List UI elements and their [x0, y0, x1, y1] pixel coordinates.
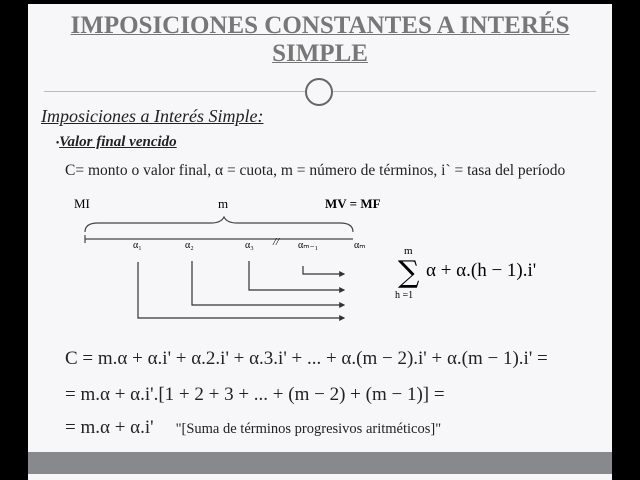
sum-symbol: ∑	[398, 255, 420, 290]
section-subtitle: Imposiciones a Interés Simple:	[41, 106, 264, 126]
sum-expression: α + α.(h − 1).i'	[426, 260, 537, 281]
arrow-alpha-2	[192, 261, 344, 305]
equation-result: = m.α + α.i'	[65, 417, 154, 438]
arrow-alpha-m-minus-1	[303, 266, 344, 274]
point-alpha-1: α₁	[133, 240, 142, 251]
equation-note: "[Suma de términos progresivos aritméticos]"	[175, 421, 442, 437]
bullet-text: Valor final vencido	[59, 134, 177, 150]
break-mark: //	[273, 236, 280, 248]
label-mi: MI	[74, 196, 90, 211]
span-brace	[85, 217, 353, 232]
timeline-diagram	[28, 4, 612, 344]
arrow-alpha-3	[249, 261, 344, 290]
equation-line-3	[65, 417, 441, 439]
sum-upper-limit: m	[404, 245, 413, 257]
title-line-1: IMPOSICIONES CONSTANTES A INTERÉS	[70, 12, 570, 39]
equation-line-1: C = m.α + α.i' + α.2.i' + α.3.i' + ... + α.(m − 2).i' + α.(m − 1).i' =	[65, 348, 548, 369]
bullet-icon: •	[56, 137, 60, 148]
accumulation-arrows	[138, 261, 344, 318]
variable-definitions: C= monto o valor final, α = cuota, m = número de términos, i` = tasa del período	[65, 162, 566, 179]
slide	[28, 4, 612, 480]
point-alpha-2: α₂	[185, 240, 194, 251]
sum-lower-limit: h =1	[395, 290, 414, 301]
label-mv-mf: MV = MF	[325, 196, 381, 211]
title-line-2: SIMPLE	[272, 40, 368, 67]
point-alpha-3: α₃	[245, 240, 254, 251]
label-m: m	[218, 196, 229, 211]
point-alpha-m-minus-1: αₘ₋₁	[298, 240, 319, 251]
slide-footer-bar	[28, 452, 612, 474]
point-alpha-m: αₘ	[354, 240, 366, 251]
equation-line-2: = m.α + α.i'.[1 + 2 + 3 + ... + (m − 2) + (m − 1)] =	[65, 384, 445, 405]
